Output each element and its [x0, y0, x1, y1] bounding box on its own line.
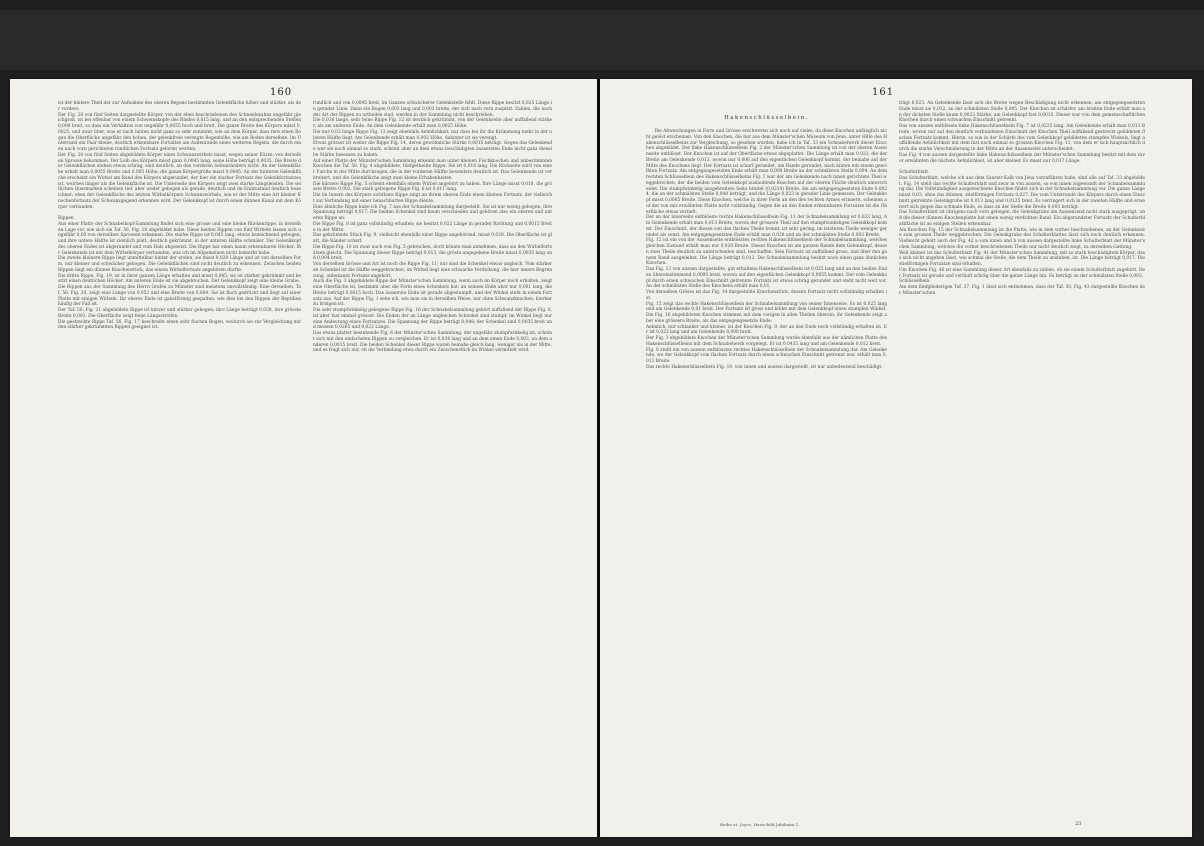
text-column-2: rundlich und von 0,0045 breit, im Ganzen schwächerer Gelenkstelle fehlt. Diese Rippe besitzt 0,025 Länge in gerader Linie. Dann ein Bogen 0,003 lang und 0,002 breite, der sich nach vorn zuspitzt. Zahlen, die nach der Art der Rippen zu urtheilen sind, werden in der Sammlung nicht beschrieben. Die 0,036 lange, sehr feine Rippe Fig. 12 ist deutlich gekrümmt, von der Gelenkseite aber auffallend stärker, als am anderen Ende. An dem Gelenkende erhält man 0,0025 Höhe. Die nur 0,02 lange Rippe Fig. 13 zeigt ebenfalls Aehnlichkeit, nur dass bei ihr die Krümmung mehr in der oberen Hälfte liegt. Am Gelenkende erhält man 0,002 Höhe, dahinter ist sie verengt. Etwas grösser ist weiter die Rippe Fig. 14, deren gewöhnliche Stärke 0,0015 beträgt. Gegen das Gelenkende war sie noch einmal so stark, scheint aber an dem etwas beschädigten äussersten Ende nicht ganz dieselbe Stärke besessen zu haben. Auf einer Platte der Münster'schen Sammlung erkennt man unter kleinen Fischknochen und unbestimmten Knochen die Taf. 56, Fig. 4 abgebildete, fünfgetheilte Rippe. Sie ist 0,018 lang. Die Rückseite wird von einer Furche in der Mitte durchzogen, die in der vorderen Hälfte besonders deutlich ist. Das Gelenkende ist verbreitert, und die Gelenkfläche zeigt zwei kleine Erhabenheiten. Die kürzere Rippe Fig. 5 scheint ebenfalls einem Wirbel angehört zu haben. Ihre Länge misst 0,018, die grösste Breite 0,002. Die stark gebogene Rippe Fig. 6 ist 0,011 lang. Die im Innern des Körpers sichtbare Rippe zeigt an ihrem oberen Ende einen kleinen Fortsatz, der vielleicht zur Verbindung mit einer benachbarten Rippe diente. Eine ähnliche Rippe habe ich Fig. 7 aus der Schnabelsammlung dargestellt. Sie ist nur wenig gebogen, ihre Spannung beträgt 0,017. Die beiden Schenkel sind kaum verschieden und gehören also ein oberen und unteren Rippe an. Die Rippe Fig. 8 ist ganz vollständig erhalten; sie besitzt 0,022 Länge in gerader Richtung und 0,0015 Breite in der Mitte. Das gekrümmte Stück Fig. 9, vielleicht ebenfalls einer Rippe angehörend, misst 0,028. Die Oberfläche ist glatt, die Ränder scharf. Die Rippe Fig. 10 ist zwar auch von Fig. 5 gebrochen, doch könnte man annehmen, dass sie den Wirbelfortsätzen gleicht. Die Spannung dieser Rippe beträgt 0,013, die gröste angegebene Breite misst 0,0035 lang und 0,004 breit. Von derselben Grösse und Art ist noch die Rippe Fig. 11; nur sind die Schenkel etwas ungleich. Vom stärkeren Schenkel ist die Hälfte weggebrochen; im Wirbel liegt eine schwache Verdickung, die hier innere Begrenzung, unbekannt Fortsatz angehört. Auch die Fig. 3 abgebildete Rippe der Münster'schen Sammlung, wenn auch im Körper noch erhalten, zeigt eine Oberfläche ist, bestimmt aber die Form eines Schenkels hat: an seinem Ende aber nur 0,001 lang, die Breite beträgt 0,0015 hoch. Das äusserste Ende ist gerade abgestumpft, und der Winkel steht in einem Fortsatz aus. Auf der Rippe Fig. 1 sehe ich, wie man sie in derselben Weise, nur ohne Schwanzknochen, hierher zu bringen ist. Die sehr stumpfwinkelig gebogene Rippe Fig. 16 der Schnabelsammlung gehört auffallend der Rippe Fig. 8, ist aber fast einmal grösser. Die Enden der an Länge ungleichen Schenkel sind stumpf; im Winkel liegt nur eine Andeutung eines Fortsatzes. Die Spannung der Rippe beträgt 0,048; der Schenkel sind 0,0035 breit und messen 0,0265 und 0,022 Länge. Das etwas platter bestehende Fig. 6 der Münster'schen Sammlung, der ungefähr stumpfwinkelig ist, scheint sich mit den einfachsten Rippen zu vergleichen. Er ist 0,034 lang und an dem einen Ende 0,003, an dem anderen 0,0015 breit. Die beiden Schenkel dieser Rippe waren beinahe gleich lang, weniger als in der Mitte, und es fragt sich nur, ob die Verbindung etwa durch ein Zwischenstück im Winkel vermittelt wird. — [313, 101, 553, 354]
signature-mark: 23 — [1075, 821, 1082, 827]
text-column-2: trägt 0,023. An Gelenkende lässt sich die Breite wegen Beschädigung nicht erkennen, am entgegengesetzten Ende misst sie 0,012, an der schmälsten Stelle 0,005. Der Knochen ist schärfer, am breiten Ende erhält man an der dicksten Stelle kaum 0,0023 Stärke, am Gelenkkopf fast 0,0015. Dieser war von dem gemeinschaftlichen Knochen durch einen schwachen Einschnitt getrennt. Das von aussen entblösste linke Hakenschlüsselbein Fig. 7 ist 0,0225 lang. Am Gelenkende erhält man 0,013 Breite, wovon nur auf den deutlich verbundenen Einschnitt der Knochen Theil auffallend gestreckt gebildeten flachen Fortsatz kommt. Hierin, so wie in der Schärfe des vom Gelenkkopf gebildeten stumpfen Winkels, liegt auffallende Aehnlichkeit mit dem fast noch einmal so grossen Knochen Fig. 11, von dem er sich hauptsächlich durch die starke Verschmälerung in der Mitte an der Aussenseite unterscheidet. Das Fig. 4 von aussen dargestellte linke Hakenschlüsselbein der Münster'schen Sammlung besitzt mit dem zuvor erwähnten die nächste Aehnlichkeit, ist aber kleiner. Es misst nur 0,017 Länge. Schulterblatt. Das Schulterblatt, welche ich aus dem Saurier-Kalk von Jena vorzuführen habe, sind alle auf Taf. 33 abgebildet. Fig. 14 stellt das rechte Schulterblatt und zwar in von aussen, so von innen zugewandt der Schnabelsammlung dar. Die Vollständigkeit ausgezeichnete Knochen findet sich in der Schnabelsammlung vor. Die ganze Länge misst 0,03, ohne das dünnen, stielförmigen Fortsatz 0,027. Die vom Unterrande des Körpers durch einen Einschnitt getrennte Gelenkgrube ist 0,013 lang und 0,0125 breit. Es verringert sich in der zweiten Hälfte und erweitert sich gegen das schmale Ende, so dass an der Stelle die Breite 0,003 beträgt. Das Schulterblatt ist übrigens nach vorn gebogen, die Gelenkgrube am Aussenrand nicht stark ausgeprägt, und die dieser dünnen Knochenplatte hat einen wenig verdickten Rand. Ein abgerundeter Fortsatz der Schulterblattfläche ist an einigen Stellen erkennbar. Am Knochen Fig. 15 der Schnabelsammlung ist die Platte, wie in dem vorher beschriebenen, an der Gelenkseite zum grossen Theile weggebrochen. Die Gelenkgrube des Schulterblattes lässt sich noch deutlich erkennen. Vielleicht gehört auch der Fig. 42 a vom innen und b von aussen dargestellte linke Schulterblatt der Münster'schen Sammlung, welches die vorher beschriebenen Theile nur nicht deutlich zeigt, zu derselben Gattung. Weit kleiner ist das Schulterblatt Fig. 41 der Münster'schen Sammlung, mit so stark beschädigtem Körper, dass sich nicht angeben lässt, wie schmal die Stelle, die dem Theile zu anstehen, ist. Die Länge beträgt 0,017. Die stielförmigen Fortsätze sind erhalten. Um Knochen Fig. 46 ist eine Sammlung dieser Art ebenfalls zu zählen, ob sie einem Schulterblatt zugehört. Der Fortsatz ist gerade und verläuft schräg über die ganze Länge hin. Es beträgt an der schmälsten Stelle 0,003. Schlüsselbein. Am dem fünfgliederigen Taf. 37, Fig. 1 lässt sich entnehmen, dass der Taf. 30, Fig. 43 dargestellte Knochen der Münster'schen — [899, 101, 1145, 296]
page-number: 161 — [872, 87, 895, 98]
text-column-1: ist der hintere Theil der zur Aufnahme des oberen Begens bestimmten Gelenkfläche höher und stärker, als der vordere. Der Fig. 28 von fünf Seiten dargestellte Körper, von der eben beschriebenen des Schneidezahns ungefähr gleichgroß, ist bei offenbar von einem Schweinskopfe des Rindes 0,015 lang, und an den entsprechenden Stellen 0,008 breit, so dass ein Verhältnis von ungefähr 0,0055 hoch und breit. Die ganze Breite des Körpers misst 0,0025, und zwar über, was er nach hinten nicht ganz so sehr zunimmt, wie an dem Körper, dass fern einen Bogen die Oberfläche ungefähr den hohen, der gelenkfreie verengte Bogenhöhe, wie am Boden derselben. Im Unterrand ein Paar kleine, deutlich erkennbare Fortsätze am Außenrande eines weiteren Begens, die durch einen nach vorn gerichteten rundlichen Fortsatz geformt werden. Der Fig. 28 von fünf Seiten abgebildete Körper eines Schwanzwirbels misst, wegen seiner Kürze, von derselben Sprosse bekommen. Der Leib des Körpers misst ganz 0,0045 lang, seine Höhe beträgt 0,0035. Die Breite der Gelenkflächen stehen etwas schräg, sind deutlich, an den vorderen Seitenrändern nicht. An der Gelenkfläche erhält man 0,0055 Breite und 0,005 Höhe; die ganze Körpergröße misst 0,0045. An der hinteren Gelenkfläche erscheint ein Wirbel am Rand des Körpers abgerundet, der hier ein starker Fortsatz des Gelenkfortsatzes ist, welches länger als die Gelenkfläche ist. Die Unterseite des Körpers zeigt zwei starke Längsleisten. Die seitlichen Quermarken scheinen tief, aber weder gebogen als gerade, deutlich und im Endzustand deutlich bezeichnet; oben der Gelenkfläche des letzten Wirbelkörpers Schwanzwirbels, wie er der Mitte eine Art kleiner Knochenfortsatz der Schwanzgegend erkennen wird. Der Gelenkkopf ist durch einen dünnen Kanal mit dem Körper verbunden. Rippen. Aus einer Platte der Schnabelkopf-Sammlung findet sich eine grosse und eine kleine Rückenrippe, in derselben Lage vor, wie sich sie Taf. 56, Fig. 18 abgebildet habe. Diese beiden Rippen von fünf Wirbeln lassen sich ungefähr 0,05 von derselben Sprossen erkennen. Die starke Rippe ist 0,045 lang, etwas bezeichnend gebogen, und ihre untere Hälfte ist ziemlich platt, deutlich gekrümmt, in der unteren Hälfte schmäler. Der Gelenkkopf des oberen Endes ist abgerundet und vom Hals abgesetzt. Die Rippe hat einen kaum erkennbaren Höcker. Ihr Gelenkende ist mit dem Wirbelkörper verbunden, was ich im Allgemeinen nicht bemerkt habe. Die zweite kleinere Rippe liegt unmittelbar hinter der ersten, sie misst 0,028 Länge und ist von derselben Form, nur kleiner und schwächer gebogen. Die Gelenkflächen sind nicht deutlich zu erkennen. Zwischen beiden Rippen liegt ein dünnes Knochenstück, das einem Wirbelfortsatz angehören dürfte. Die dritte Rippe, Fig. 19, ist in ihrer ganzen Länge erhalten und misst 0,045; sie ist stärker gekrümmt und besitzt einen deutlichen Höcker. Am unteren Ende ist sie abgebrochen. Der Gelenkkopf zeigt eine kleine Grube. Die Rippen aus der Sammlung des Herrn Grafen zu Münster sind meistens unvollständig. Eine derselben, Taf. 56, Fig. 20, zeigt eine Länge von 0,052 und eine Breite von 0,004. Sie ist flach gedrückt und liegt auf einer Platte mit einigen Wirbeln. Ihr oberes Ende ist gabelförmig gespalten, wie dies bei den Rippen der Reptilien häufig der Fall ist. Der Taf. 56, Fig. 21 abgebildete Rippe ist kürzer und stärker gebogen; ihre Länge beträgt 0,038, ihre grösste Breite 0,003. Die Oberfläche zeigt feine Längsstreifen. Die gestreckte Rippe Taf. 56, Fig. 17 beschreibt einen sehr flachen Bogen, wodurch sie zur Vergleichung mit den stärker gekrümmten Rippen geeignet ist. — [58, 101, 301, 331]
footnote: Reihe et. Joyce, Hauschild Jubilaum 1. — [720, 822, 800, 827]
right-page — [600, 79, 1192, 837]
column-body: Die Abweichungen in Form und Grösse erschweren sich noch auf vieles, da diese Knochen anfänglich nicht gelöst erscheinen. Von den Knochen, die mir aus dem Münster'schen Museum von Jena, unter Hilfe des Hakenschlüsselbeins zur Vergleichung, so gesehen wurden, habe ich in Taf. 33 ein Schnabelwerk dieser Knochen abgebildet. Der linke Hakenschlüsselbein Fig. 2 der Münster'schen Sammlung ist von der oberen Aussenseite entblösst. Der Knochen ist auf der Oberfläche etwas abgeplattet. Die Länge erhält man 0,023, die der Breite am Gelenkende 0,013, wovon nur 0,006 auf den eigentlichen Gelenkkopf kommt, der beinahe auf der Mitte des Knochens liegt. Der Fortsatz ist scharf gerandet, am Rande gerundet, nach hinten mit einem gewölbten Fortsatz. Am entgegengesetzten Ende erhält man 0,008 Breite an der schmälsten Stelle 0,004. An dem rechten Schlüsselbein des Hakenschlüsselbeins Fig. 1 war der am Gelenkende nach innen gerichtete Theil weggebrochen, der die beiden vom Gelenkkopf auslaufende Knochen auf der oberen Fläche deutlich unterscheidet. Die stumpfwinkelig ausgebreitete Seite breitet (0,0214) Breite, die am entgegengesetzten Ende 0,0024, die an der schmälsten Stelle 0,008 beträgt, und die Länge 0,023 in gerader Linie gemessen. Der Gelenkkopf misst 0,0065 Breite. Diese Knochen, welche in ihrer Form an den des rechten Armes erinnern, scheinen auf der von mir erwähnten Platte nicht vollständig. Gegen die an den Enden erkennbaren Fortsätze ist die Oberfläche etwas vertieft. Der an der innerseite entblösste rechte Hakenschlüsselbein Fig. 11 der Schnabelsammlung ist 0,023 lang. Am Gelenkende erhält man 0,013 Breite, wovon der grössere Theil auf den stumpfwinkeligen Gelenkkopf kommt. Der Einschnitt, der diesen von den flachen Theile trennt, ist sehr gering, im letzteren Theile weniger gerundet als sonst. Am entgegengesetzten Ende erhält man 0,028 und an der schmälsten Stelle 0,003 Breite. Fig. 12 ist ein von der Aussenseite entblösstes rechtes Hakenschlüsselbein der Schnabelsammlung, welches gleichen Zustand erhält man nur 0,020 Breite. Dieser Knochen ist am ganzen Rande dem Gelenkkopf, dessen zwei Theile deutlich zu unterscheiden sind, beschaffen. Sein Fortsatz ist auffallend gross, und über den ganzen Rand ausgedehnt. Die Länge beträgt 0,012. Die Schnabelsammlung besitzt noch einen ganz ähnlichen Knochen. Das Fig. 13 von aussen dargestellte, gut erhaltene Hakenschlüsselbein ist 0,025 lang und an den beiden Enden übereinstimmend 0,0095 breit, wovon auf den eigentlichen Gelenkkopf 0,0055 kommt. Der vom Gelenkkopf durch einen schwachen Einschnitt getrennte Fortsatz ist etwas schräg gerundet und steht nicht weit vor. An der schmälsten Stelle des Knochens erhält man 0,01. Von derselben Grösse ist das Fig. 14 dargestellte Knochenstück, dessen Fortsatz nicht vollständig erhalten ist. Fig. 15 zeigt das rechte Hakenschlüsselbein der Schnabelsammlung von seiner Innenseite. Es ist 0,025 lang und am Gelenkende 0,01 breit. Der Fortsatz ist gross und bildet mit dem Gelenkkopf einen stumpfen Winkel. Die Fig. 16 abgebildeten Knochen stimmen mit dem vorigen in allen Theilen überein; ihr Gelenkende zeigt aber eine grössere Breite, als das entgegengesetzte Ende. Aehnlich, nur schlanker und kleiner, ist der Knochen Fig. 9, der an den Ende noch vollständig erhalten ist. Er ist 0,023 lang und am Gelenkende 0,008 breit. Der Fig. 3 abgebildete Knochen der Münster'schen Sammlung wurde ebenfalls aus der nämlichen Platte des Hakenschlüsselbeins mit dem Schnabelwerk vorgelegt. Er ist 0,0435 lang und am Gelenkende 0,012 breit. Fig. 8 stellt ein von aussen entblösstes rechtes Hakenschlüsselbein der Schnabelsammlung dar. Am Gelenkende, wo der Gelenkkopf vom flachen Fortsatz durch einen schwachen Einschnitt getrennt war, erhält man 0,013 Breite. Das rechte Hakenschlüsselbein Fig. 10, von innen und aussen dargestellt, ist nur unbedeutend beschädigt. — [646, 129, 887, 370]
left-page — [10, 79, 597, 837]
text-column-1 — [646, 101, 887, 376]
background-area — [0, 10, 1204, 70]
page-number: 160 — [270, 87, 293, 98]
section-heading: Hakenschlüsselbein. — [724, 114, 809, 121]
